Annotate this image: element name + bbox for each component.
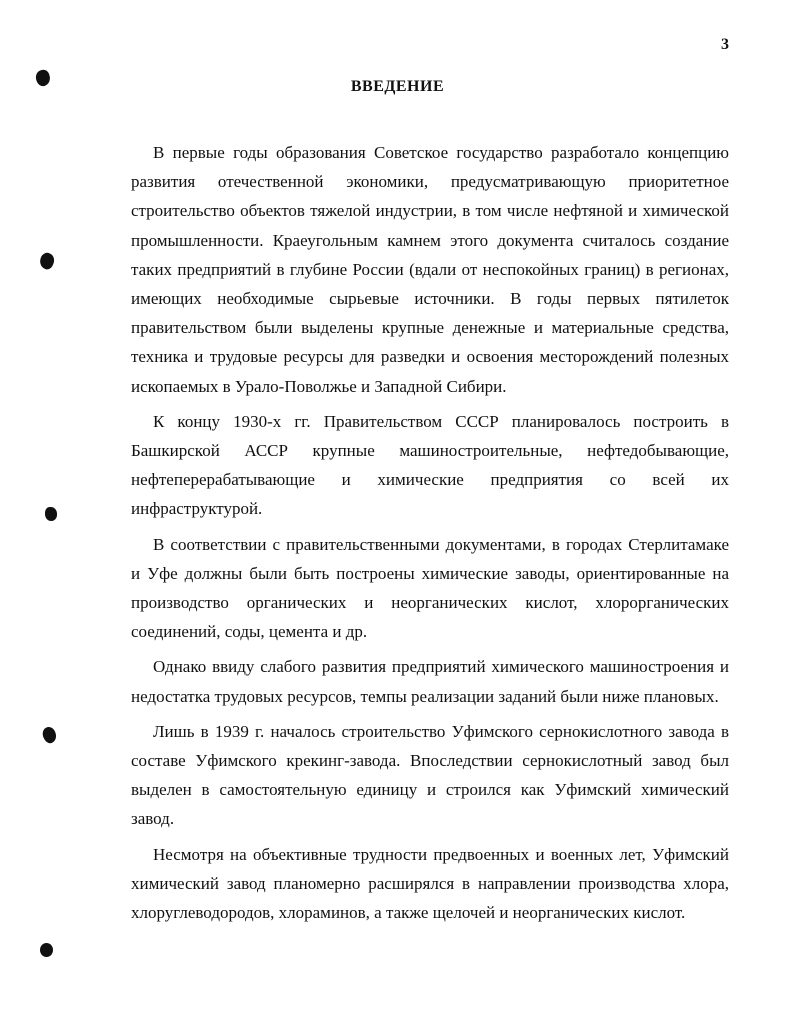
binding-hole-mark	[40, 725, 59, 745]
page-number: 3	[721, 36, 729, 53]
paragraph: В соответствии с правительственными документами, в городах Стерлитамаке и Уфе должны были быть построены химические заводы, ориентированные на производство органических и неорганических кислот, хлорорганических соединений, соды, цемента и др.	[131, 534, 729, 642]
binding-hole-mark	[40, 943, 53, 957]
binding-hole-mark	[45, 507, 57, 521]
paragraph: К концу 1930-х гг. Правительством СССР планировалось построить в Башкирской АССР крупные машиностроительные, нефтедобывающие, нефтеперерабатывающие и химические предприятия со всей их инфраструктурой.	[131, 411, 729, 519]
binding-hole-mark	[37, 251, 56, 271]
paragraph: Однако ввиду слабого развития предприятий химического машиностроения и недостатка трудовых ресурсов, темпы реализации заданий были ниже плановых.	[131, 657, 729, 706]
paragraph: В первые годы образования Советское государство разработало концепцию развития отечественной экономики, предусматривающую приоритетное строительство объектов тяжелой индустрии, в том числе нефтяной и химической промышленности. Краеугольным камнем этого документа считалось создание таких предприятий в глубине России (вдали от неспокойных границ) в регионах, имеющих необходимые сырьевые источники. В годы первых пятилеток правительством были выделены крупные денежные и материальные средства, техника и трудовые ресурсы для разведки и освоения месторождений полезных ископаемых в Урало-Поволжье и Западной Сибири.	[131, 143, 729, 396]
paragraph: Лишь в 1939 г. началось строительство Уфимского сернокислотного завода в составе Уфимского крекинг-завода. Впоследствии сернокислотный завод был выделен в самостоятельную единицу и строился как Уфимский химический завод.	[131, 721, 729, 829]
page-title: ВВЕДЕНИЕ	[350, 78, 445, 95]
paragraph: Несмотря на объективные трудности предвоенных и военных лет, Уфимский химический завод планомерно расширялся в направлении производства хлора, хлоруглеводородов, хлораминов, а также щелочей и неорганических кислот.	[131, 844, 729, 923]
document-body	[131, 138, 729, 933]
